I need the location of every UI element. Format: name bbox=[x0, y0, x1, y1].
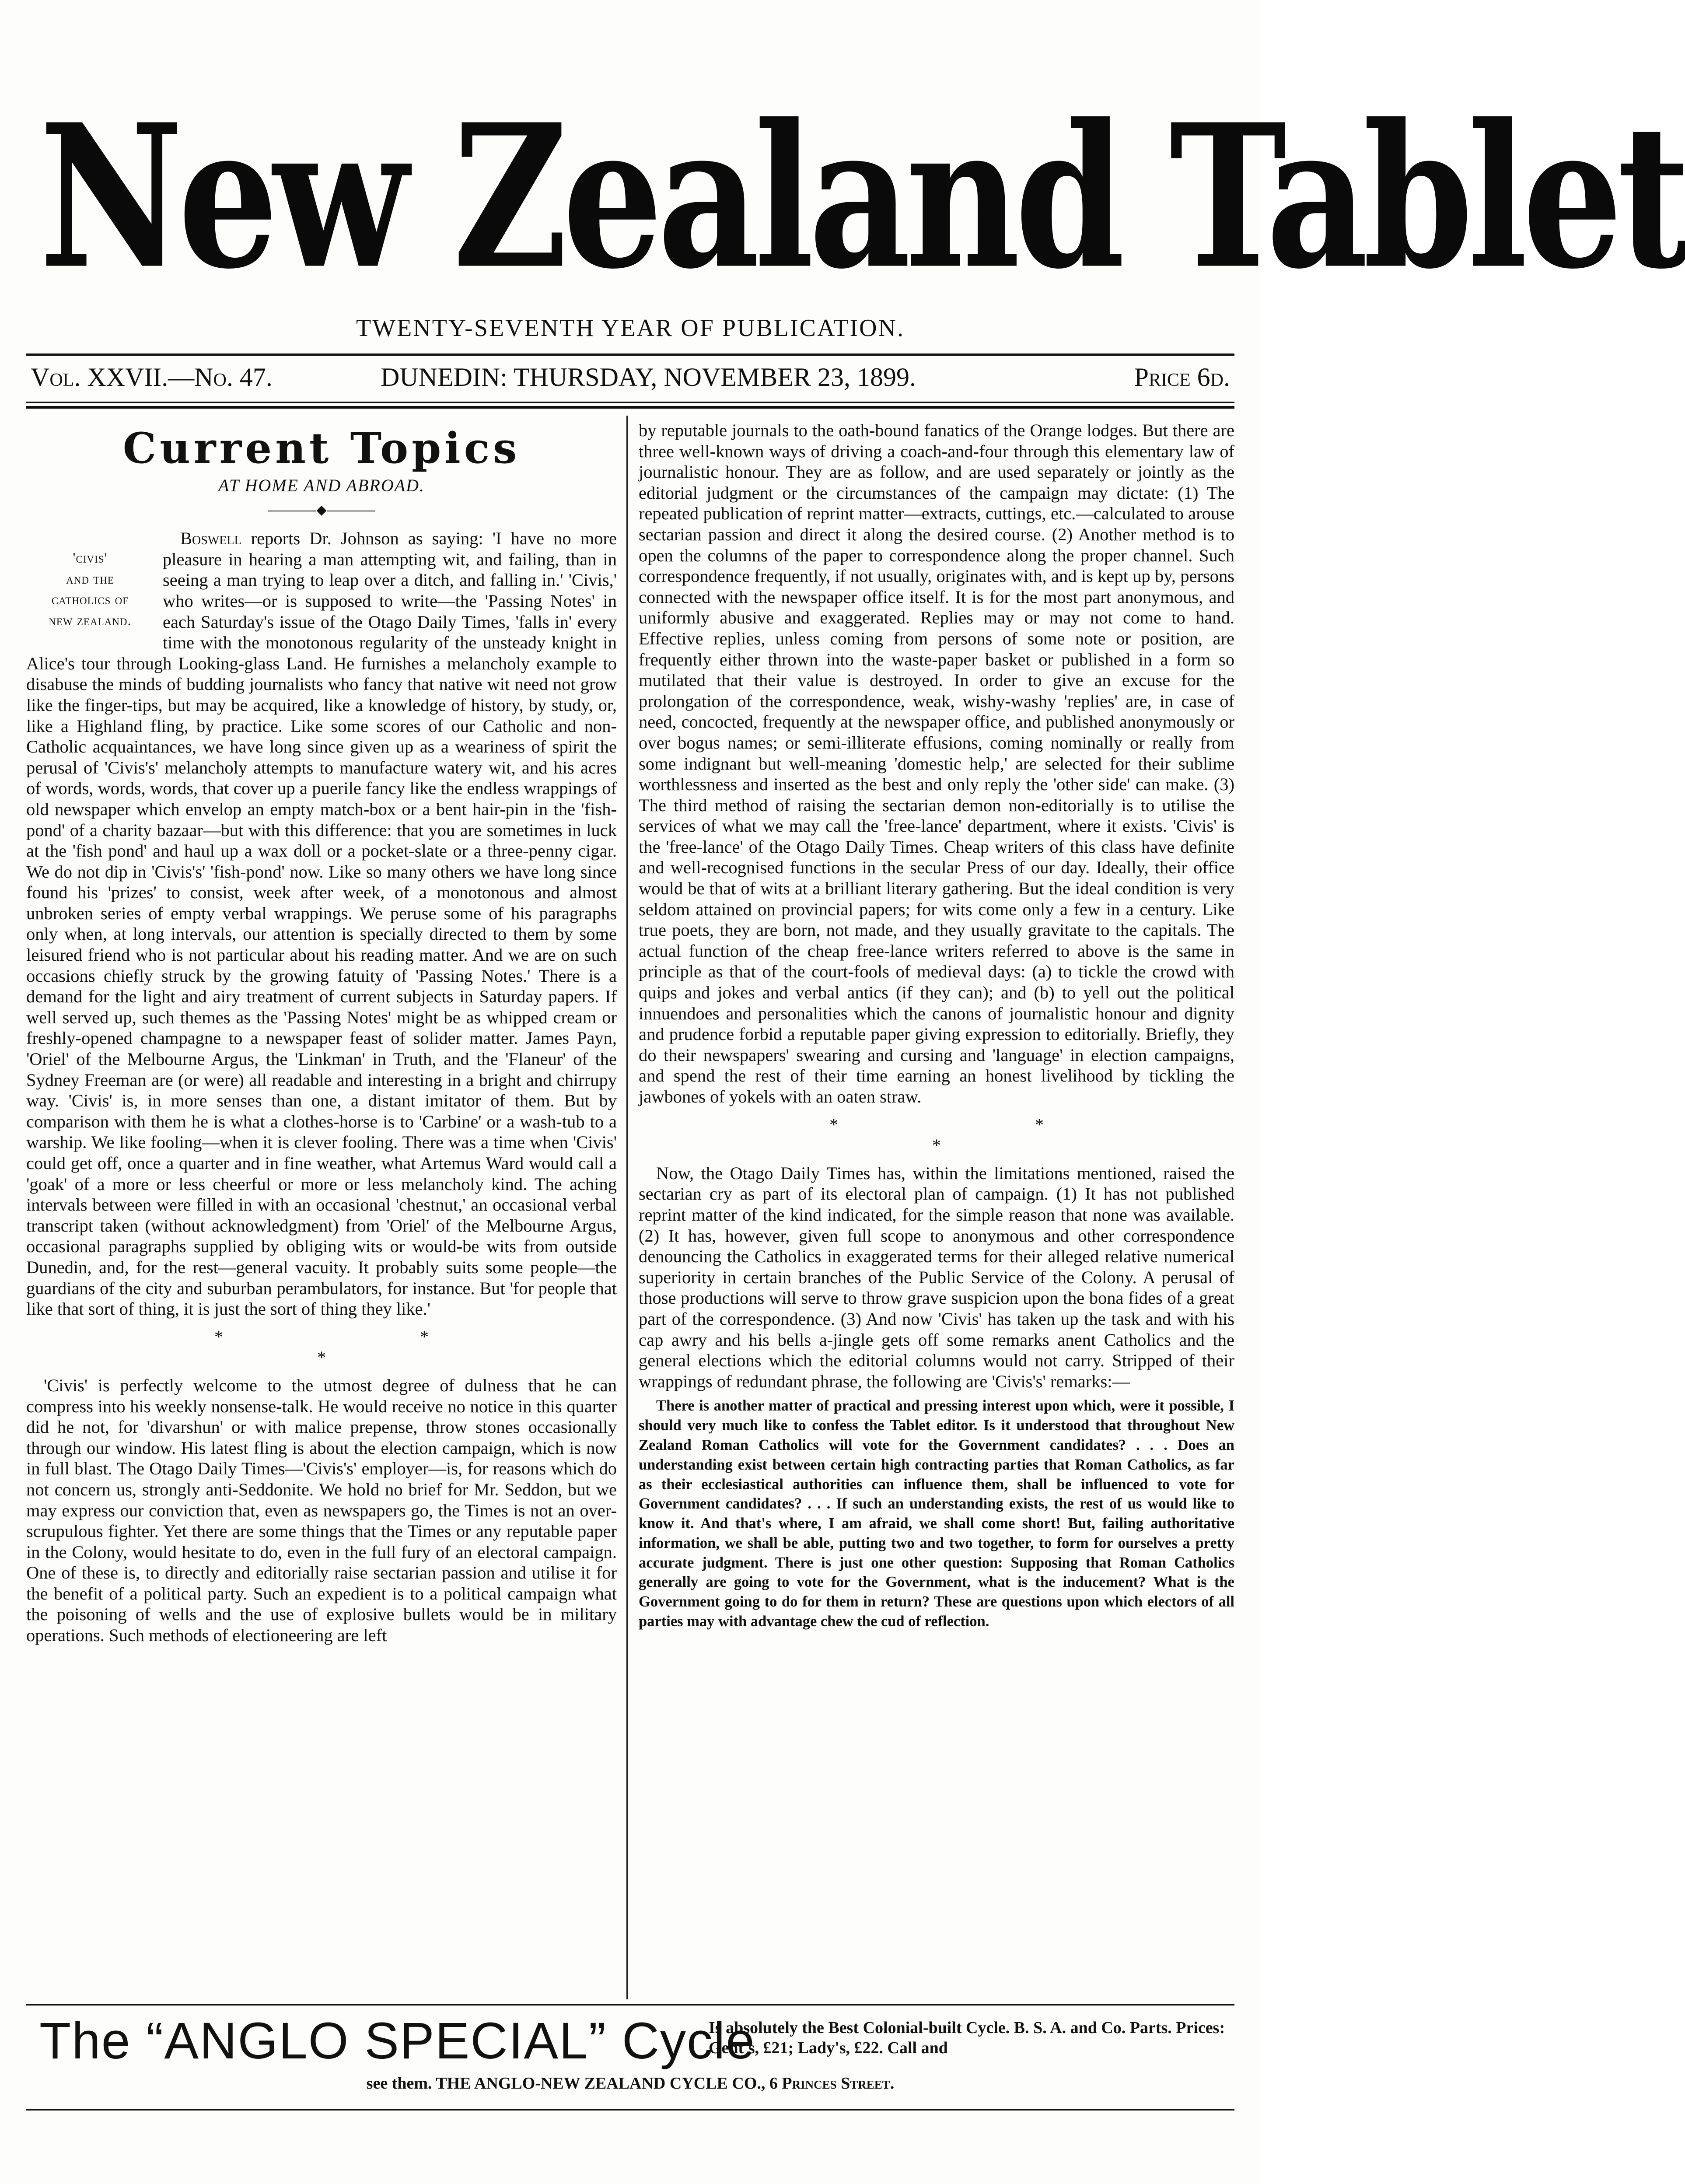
dateline bbox=[26, 359, 1234, 398]
publication-subtitle: TWENTY-SEVENTH YEAR OF PUBLICATION. bbox=[356, 315, 905, 342]
ad-address: 6 Princes Street. bbox=[769, 2074, 895, 2093]
side-note-line: new zealand. bbox=[49, 612, 132, 629]
volume-number: Vol. XXVII.—No. 47. bbox=[31, 363, 273, 392]
top-rule bbox=[26, 354, 1234, 356]
paragraph-text: by reputable journals to the oath-bound fanatics of the Orange lodges. But there are three well-known ways of driving a coach-and-four through this elementary law of journalistic honour. They are as follow, and are used separately or jointly as the editorial judgment or the circumstances of the campaign may dictate: (1) The repeated publication of reprint matter—extracts, cuttings, etc.—calculated to arouse sectarian passion and direct it along the desired course. (2) Another method is to open the columns of the paper to correspondence along the proper channel. Such correspondence frequently, if not usually, originates with, and is kept up by, persons connected with the newspaper office itself. It is for the most part anonymous, and uniformly abusive and exaggerated. Replies may or may not come to hand. Effective replies, unless coming from persons of some note or position, are frequently either thrown into the waste-paper basket or published in a form so mutilated that their value is destroyed. In order to give an excuse for the prolongation of the correspondence, weak, wishy-washy 'replies' are, in case of need, concocted, frequently at the newspaper office, and published anonymously or over bogus names; or semi-illiterate effusions, coming nominally or really from some indignant but well-meaning 'domestic help,' are selected for their sublime worthlessness and inserted as the best and only reply the 'other side' can make. (3) The third method of raising the sectarian demon non-editorially is to utilise the services of what we may call the 'free-lance' department, where it exists. 'Civis' is the 'free-lance' of the Otago Daily Times. Cheap writers of this class have definite and well-recognised functions in the secular Press of our day. Ideally, their office would be that of wits at a brilliant literary gathering. But the ideal condition is very seldom attained on provincial papers; for wits come only a few in a century. Like true poets, they are born, not made, and they usually gravitate to the capitals. The actual function of the cheap free-lance writers referred to above is the same in principle as that of the court-fools of medieval days: (a) to tickle the crowd with quips and jokes and verbal antics (if they can); and (b) to yell out the political innuendoes and personalities which the canons of journalistic honour and dignity and prudence forbid a reputable paper giving expression to editorially. Briefly, they do their newspapers' swearing and cursing and 'language' in election campaigns, and spend the rest of their time earning an honest livelihood by tickling the jawbones of yokels with an oaten straw. bbox=[639, 420, 1234, 1106]
quote-text: There is another matter of practical and pressing interest upon which, were it possible, I should very much like to confess the Tablet editor. Is it understood that throughout New Zealand Roman Catholics will vote for the Government candidates? . . . Does an understanding exist between certain high contracting parties that Roman Catholics, as far as their ecclesiastical authorities can influence them, shall be influenced to vote for Government candidates? . . . If such an understanding exists, the rest of us would like to know it. And that's where, I am afraid, we shall come short! But, failing authoritative information, we shall be able, putting two and two together, to form for ourselves a pretty accurate judgment. There is just one other question: Supposing that Roman Catholics generally are going to vote for the Government, what is the inducement? What is the Government going to do for them in return? These are questions upon which electors of all parties may with advantage chew the cud of reflection. bbox=[639, 1397, 1234, 1630]
dateline-rule-2 bbox=[26, 406, 1234, 409]
ad-headline: The “ANGLO SPECIAL” Cycle bbox=[39, 2012, 755, 2070]
side-note bbox=[26, 548, 154, 631]
issue-date: DUNEDIN: THURSDAY, NOVEMBER 23, 1899. bbox=[381, 363, 916, 392]
ad-footer bbox=[26, 2074, 1234, 2093]
paragraph-text: reports Dr. Johnson as saying: 'I have no more pleasure in hearing a man attempting wit, and failing, than in seeing a man trying to leap over a ditch, and falling in.' 'Civis,' who writes—or is supposed to write—the 'Passing Notes' in each Saturday's issue of the Otago Daily Times, 'falls in' every time with the monotonous regularity of the unsteady knight in Alice's tour through Looking-glass Land. He furnishes a melancholy example to disabuse the minds of budding journalists who fancy that native wit need not grow like the finger-tips, but may be acquired, like a knowledge of history, by study, or, like a Highland fling, by practice. Like some scores of our Catholic and non-Catholic acquaintances, we have long since given up as a weariness of spirit the perusal of 'Civis's' melancholy attempts to manufacture watery wit, and his acres of words, words, words, that cover up a puerile fancy like the endless wrappings of old newspaper which envelop an empty match-box or a bent hair-pin in the 'fish-pond' of a charity bazaar—but with this difference: that you are sometimes in luck at the 'fish pond' and haul up a wax doll or a pocket-slate or a three-penny cigar. We do not dip in 'Civis's' 'fish-pond' now. Like so many others we have long since found his 'prizes' to consist, week after week, of a monotonous and almost unbroken series of empty verbal wrappings. We peruse some of his paragraphs only when, at long intervals, our attention is specially directed to them by some leisured friend who is not particular about his reading matter. And we are on such occasions chiefly struck by the growing fatuity of 'Passing Notes.' There is a demand for the light and airy treatment of current subjects in Saturday papers. If well served up, such themes as the 'Passing Notes' might be as whipped cream or freshly-opened champagne to a newspaper feast of solider matter. James Payn, 'Oriel' of the Melbourne Argus, the 'Linkman' in Truth, and the 'Flaneur' of the Sydney Freeman are (or were) all readable and interesting in a bright and chirrupy way. 'Civis' is, in more senses than one, a distant imitator of them. But by comparison with them he is what a clothes-horse is to 'Carbine' or a wash-tub to a warship. We like fooling—when it is clever fooling. There was a time when 'Civis' could get off, once a quarter and in fine weather, what Artemus Ward would call a 'goak' of a more or less cheerful or more or less melancholy kind. The aching intervals between were filled in with an occasional 'chestnut,' an occasional verbal transcript taken (without acknowledgment) from 'Oriel' of the Melbourne Argus, occasional paragraphs supplied by obliging wits or would-be wits from outside Dunedin, and, for the rest—general vacuity. It probably suits some people—the guardians of the city and suburban perambulators, for instance. But 'for people that like that sort of thing, it is just the sort of thing they like.' bbox=[26, 528, 617, 1319]
masthead-title: New Zealand Tablet bbox=[39, 81, 1685, 312]
dateline-rule-1 bbox=[26, 402, 1234, 403]
quoted-passage bbox=[639, 1396, 1234, 1631]
advertisement bbox=[26, 2012, 1234, 2100]
first-paragraph bbox=[26, 528, 617, 1320]
paragraph-text: Now, the Otago Daily Times has, within the limitations mentioned, raised the sectarian cry as part of its electoral plan of campaign. (1) It has not published reprint matter of the kind indicated, for the simple reason that none was available. (2) It has, however, given full scope to anonymous and other correspondence denouncing the Catholics in exaggerated terms for their alleged relative numerical superiority in certain branches of the Public Service of the Colony. A perusal of those productions will serve to throw grave suspicion upon the bona fides of a great part of the correspondence. (3) And now 'Civis' has taken up the task and with his cap awry and his bells a-jingle gets off some remarks anent Catholics and the general elections which the editorial columns would not carry. Stripped of their wrappings of redundant phrase, the following are 'Civis's' remarks:— bbox=[639, 1163, 1234, 1391]
section-break-stars: * * * bbox=[214, 1326, 525, 1368]
ad-company: see them. THE ANGLO-NEW ZEALAND CYCLE CO., bbox=[366, 2074, 766, 2093]
side-note-line: 'civis' bbox=[73, 550, 108, 567]
masthead bbox=[39, 74, 1685, 319]
lead-word: Boswell bbox=[180, 528, 242, 549]
section-break-stars: * * * bbox=[829, 1114, 1140, 1155]
ad-bottom-rule bbox=[26, 2109, 1234, 2110]
section-subtitle: AT HOME AND ABROAD. bbox=[218, 476, 425, 495]
ad-top-rule bbox=[26, 2004, 1234, 2006]
side-note-line: catholics of bbox=[51, 592, 129, 608]
paragraph-text: 'Civis' is perfectly welcome to the utmost degree of dulness that he can compress into his weekly nonsense-talk. He would receive no notice in this quarter did he not, for 'divarshun' or with malice prepense, throw stones occasionally through our window. His latest fling is about the election campaign, which is now in full blast. The Otago Daily Times—'Civis's' employer—is, for reasons which do not concern us, strongly anti-Seddonite. We hold no brief for Mr. Seddon, but we may express our conviction that, even as newspapers go, the Times is not an over-scrupulous fighter. Yet there are some things that the Times or any reputable paper in the Colony, would hesitate to do, even in the full fury of an electoral campaign. One of these is, to directly and editorially raise sectarian passion and utilise it for the benefit of a political party. Such an expedient is to a political campaign what the poisoning of wells and the use of explosive bullets would be in military operations. Such methods of electioneering are left bbox=[26, 1375, 617, 1645]
price: Price 6d. bbox=[1134, 363, 1230, 392]
side-note-line: and the bbox=[66, 571, 114, 587]
column-divider bbox=[626, 416, 628, 1999]
right-column bbox=[639, 420, 1234, 1631]
ad-description: Is absolutely the Best Colonial-built Cycle. B. S. A. and Co. Parts. Prices: Gent's, £21; Lady's, £22. Call and bbox=[709, 2019, 1225, 2057]
left-column bbox=[26, 420, 617, 1646]
section-title: Current Topics bbox=[122, 424, 521, 473]
ornament-divider: ◆ bbox=[26, 500, 617, 521]
